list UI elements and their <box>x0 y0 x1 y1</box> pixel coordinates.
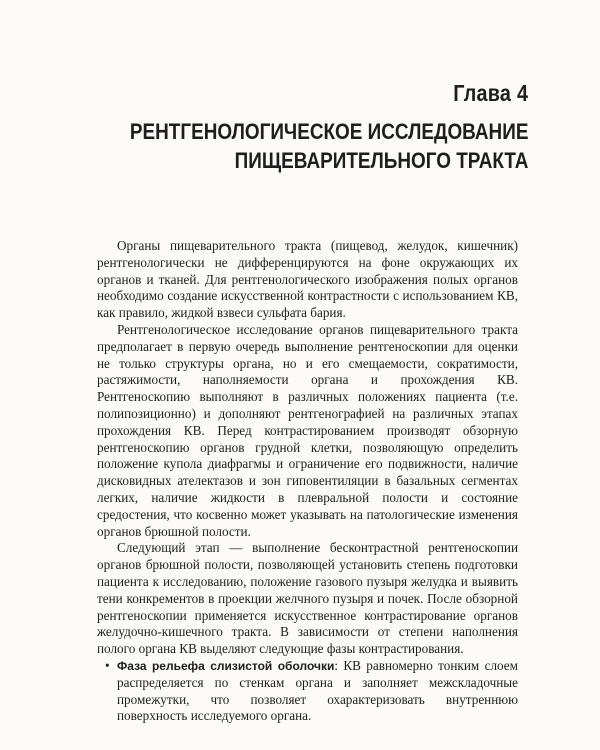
chapter-title-line-1: РЕНТГЕНОЛОГИЧЕСКОЕ ИССЛЕДОВАНИЕ <box>129 119 528 144</box>
list-item <box>97 658 518 725</box>
chapter-number: Глава 4 <box>452 80 528 106</box>
chapter-title-line-2: ПИЩЕВАРИТЕЛЬНОГО ТРАКТА <box>234 148 528 173</box>
chapter-title <box>129 117 528 175</box>
phase-list <box>97 658 518 725</box>
paragraph-2: Рентгенологическое исследование органов пищеварительного тракта предполагает в первую очередь выполнение рентгеноскопии для оценки не только структуры органа, но и его смещаемости, сократимости, растяжимости, наполняемости органа и прохождения КВ. Рентгеноскопию выполняют в различных положениях пациента (т.е. полипозиционно) и дополняют рентгенографией на различных этапах прохождения КВ. Перед контрастированием производят обзорную рентгеноскопию органов грудной клетки, позволяющую определить положение купола диафрагмы и ограничение его подвижности, наличие дисковидных ателектазов и зон гиповентиляции в базальных сегментах легких, наличие жидкости в плевральной полости и состояние средостения, что косвенно может указывать на патологические изменения органов брюшной полости. <box>97 321 518 539</box>
bullet-marker: • <box>105 657 110 673</box>
list-item-term: Фаза рельефа слизистой оболочки <box>117 658 335 673</box>
list-item-text: : КВ равномерно тонким слоем распределяется по стенкам органа и заполняет межскладочные промежутки, что позволяет охарактеризовать внутреннюю поверхность исследуемого органа. <box>117 657 518 724</box>
body-text <box>97 238 518 725</box>
paragraph-1: Органы пищеварительного тракта (пищевод, желудок, кишечник) рентгенологически не дифференцируются на фоне окружающих их органов и тканей. Для рентгенологического изображения полых органов необходимо создание искусственной контрастности с использованием КВ, как правило, жидкой взвеси сульфата бария. <box>97 238 518 321</box>
paragraph-3: Следующий этап — выполнение бесконтрастной рентгеноскопии органов брюшной полости, позволяющей установить степень подготовки пациента к исследованию, положение газового пузыря желудка и выявить тени конкрементов в проекции желчного пузыря и почек. После обзорной рентгеноскопии применяется искусственное контрастирование органов желудочно-кишечного тракта. В зависимости от степени наполнения полого органа КВ выделяют следующие фазы контрастирования. <box>97 540 518 657</box>
